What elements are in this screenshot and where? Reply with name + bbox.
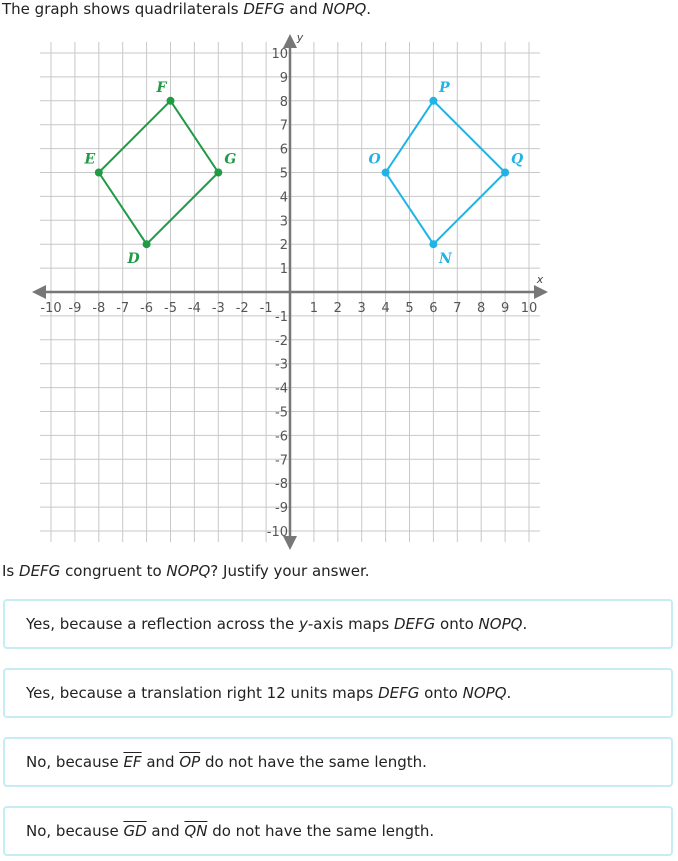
x-tick-label: -4 xyxy=(187,301,201,316)
text-part: do not have the same length. xyxy=(207,822,435,840)
vertex-label-n: N xyxy=(439,251,452,268)
shape-name: DEFG xyxy=(243,0,285,18)
y-tick-label: -10 xyxy=(266,525,288,540)
choice-text xyxy=(26,753,427,771)
x-tick-label: -10 xyxy=(40,301,62,316)
x-axis-arrow-left xyxy=(32,285,46,299)
shape-name: DEFG xyxy=(393,615,436,633)
vertex-label-e: E xyxy=(84,151,96,168)
question-part: congruent to xyxy=(60,562,167,580)
shape-name: NOPQ xyxy=(462,684,507,702)
vertex-point-d xyxy=(143,240,151,248)
x-tick-label: 3 xyxy=(357,301,366,316)
vertex-label-g: G xyxy=(224,151,237,168)
shape-name: DEFG xyxy=(378,684,420,702)
y-tick-label: -1 xyxy=(275,309,288,325)
text-part: No, because xyxy=(26,753,124,771)
y-tick-label: 5 xyxy=(279,166,288,182)
prompt-text: and xyxy=(284,0,323,18)
x-tick-label: 1 xyxy=(309,301,319,316)
answer-choice-gd-qn[interactable] xyxy=(3,806,673,856)
vertex-label-p: P xyxy=(439,79,450,96)
shape-name: NOPQ xyxy=(166,562,211,580)
y-tick-label: 6 xyxy=(279,142,288,158)
x-tick-label: 6 xyxy=(429,301,438,316)
y-tick-label: 10 xyxy=(271,47,288,62)
vertex-label-q: Q xyxy=(510,151,524,168)
vertex-point-q xyxy=(501,169,509,177)
y-tick-label: 4 xyxy=(279,190,288,206)
vertex-label-d: D xyxy=(127,251,140,268)
question-part: ? Justify your answer. xyxy=(210,562,370,580)
text-part: and xyxy=(141,753,180,771)
vertex-point-p xyxy=(429,97,437,105)
x-axis-arrow-right xyxy=(534,285,548,299)
y-tick-label: 8 xyxy=(279,94,288,110)
answer-choice-ef-op[interactable] xyxy=(3,737,673,787)
x-tick-label: 9 xyxy=(500,301,510,316)
x-tick-label: -9 xyxy=(68,301,82,316)
shape-name: NOPQ xyxy=(322,0,367,18)
coordinate-graph xyxy=(0,30,560,550)
x-tick-label: -5 xyxy=(164,301,177,316)
segment-name: $\overline{GD}$ xyxy=(123,822,147,840)
x-axis-label: x xyxy=(536,273,544,286)
x-tick-label: 7 xyxy=(453,301,462,316)
prompt-text: The graph shows quadrilaterals xyxy=(2,0,244,18)
x-tick-label: 2 xyxy=(333,301,342,316)
text-part: onto xyxy=(435,615,479,633)
question-part: Is xyxy=(2,562,20,580)
problem-prompt xyxy=(2,0,371,18)
x-tick-label: -8 xyxy=(92,301,106,316)
y-tick-label: -6 xyxy=(275,429,288,445)
y-tick-label: 3 xyxy=(279,214,288,230)
segment-name: $\overline{OP}$ xyxy=(179,753,201,771)
vertex-label-f: F xyxy=(156,79,167,96)
y-axis-label: y xyxy=(296,31,304,44)
y-axis-arrow-up xyxy=(283,34,297,48)
y-tick-label: -8 xyxy=(275,477,288,493)
y-tick-label: -5 xyxy=(275,405,288,421)
y-tick-label: -7 xyxy=(275,453,288,469)
text-part: . xyxy=(506,684,512,702)
choice-text xyxy=(26,615,527,633)
x-tick-label: 10 xyxy=(520,301,538,316)
x-tick-label: 4 xyxy=(381,301,390,316)
vertex-point-o xyxy=(382,169,390,177)
prompt-text: . xyxy=(366,0,372,18)
vertex-point-f xyxy=(167,97,175,105)
x-tick-label: -3 xyxy=(211,301,225,316)
y-tick-label: -4 xyxy=(275,381,288,397)
text-part: Yes, because a translation right 12 units maps xyxy=(26,684,379,702)
choice-text xyxy=(26,684,511,702)
x-tick-label: 5 xyxy=(405,301,414,316)
variable: y xyxy=(298,615,308,633)
text-part: and xyxy=(146,822,185,840)
y-tick-label: -9 xyxy=(275,501,288,517)
text-part: -axis maps xyxy=(307,615,394,633)
vertex-label-o: O xyxy=(368,151,381,168)
text-part: Yes, because a reflection across the xyxy=(26,615,299,633)
y-tick-label: 9 xyxy=(279,70,288,86)
shape-name: NOPQ xyxy=(478,615,523,633)
x-tick-label: -2 xyxy=(235,301,249,316)
text-part: No, because xyxy=(26,822,124,840)
segment-name: $\overline{EF}$ xyxy=(123,753,142,771)
vertex-point-g xyxy=(214,169,222,177)
vertex-point-n xyxy=(429,240,437,248)
text-part: do not have the same length. xyxy=(200,753,427,771)
y-tick-label: 1 xyxy=(279,262,288,278)
x-tick-label: -7 xyxy=(116,301,130,316)
text-part: onto xyxy=(419,684,463,702)
y-tick-label: -2 xyxy=(275,333,288,349)
y-tick-label: 7 xyxy=(279,118,288,134)
choice-text xyxy=(26,822,434,840)
shape-name: DEFG xyxy=(19,562,61,580)
answer-choice-reflection[interactable] xyxy=(3,599,673,649)
x-tick-label: 8 xyxy=(477,301,486,316)
answer-choice-translation[interactable] xyxy=(3,668,673,718)
x-tick-label: -1 xyxy=(259,301,273,316)
axes xyxy=(32,31,548,550)
question-text xyxy=(2,562,370,580)
y-tick-label: 2 xyxy=(279,238,288,254)
x-tick-label: -6 xyxy=(140,301,154,316)
segment-name: $\overline{QN}$ xyxy=(184,822,208,840)
vertex-point-e xyxy=(95,169,103,177)
y-tick-label: -3 xyxy=(275,357,288,373)
text-part: . xyxy=(522,615,528,633)
